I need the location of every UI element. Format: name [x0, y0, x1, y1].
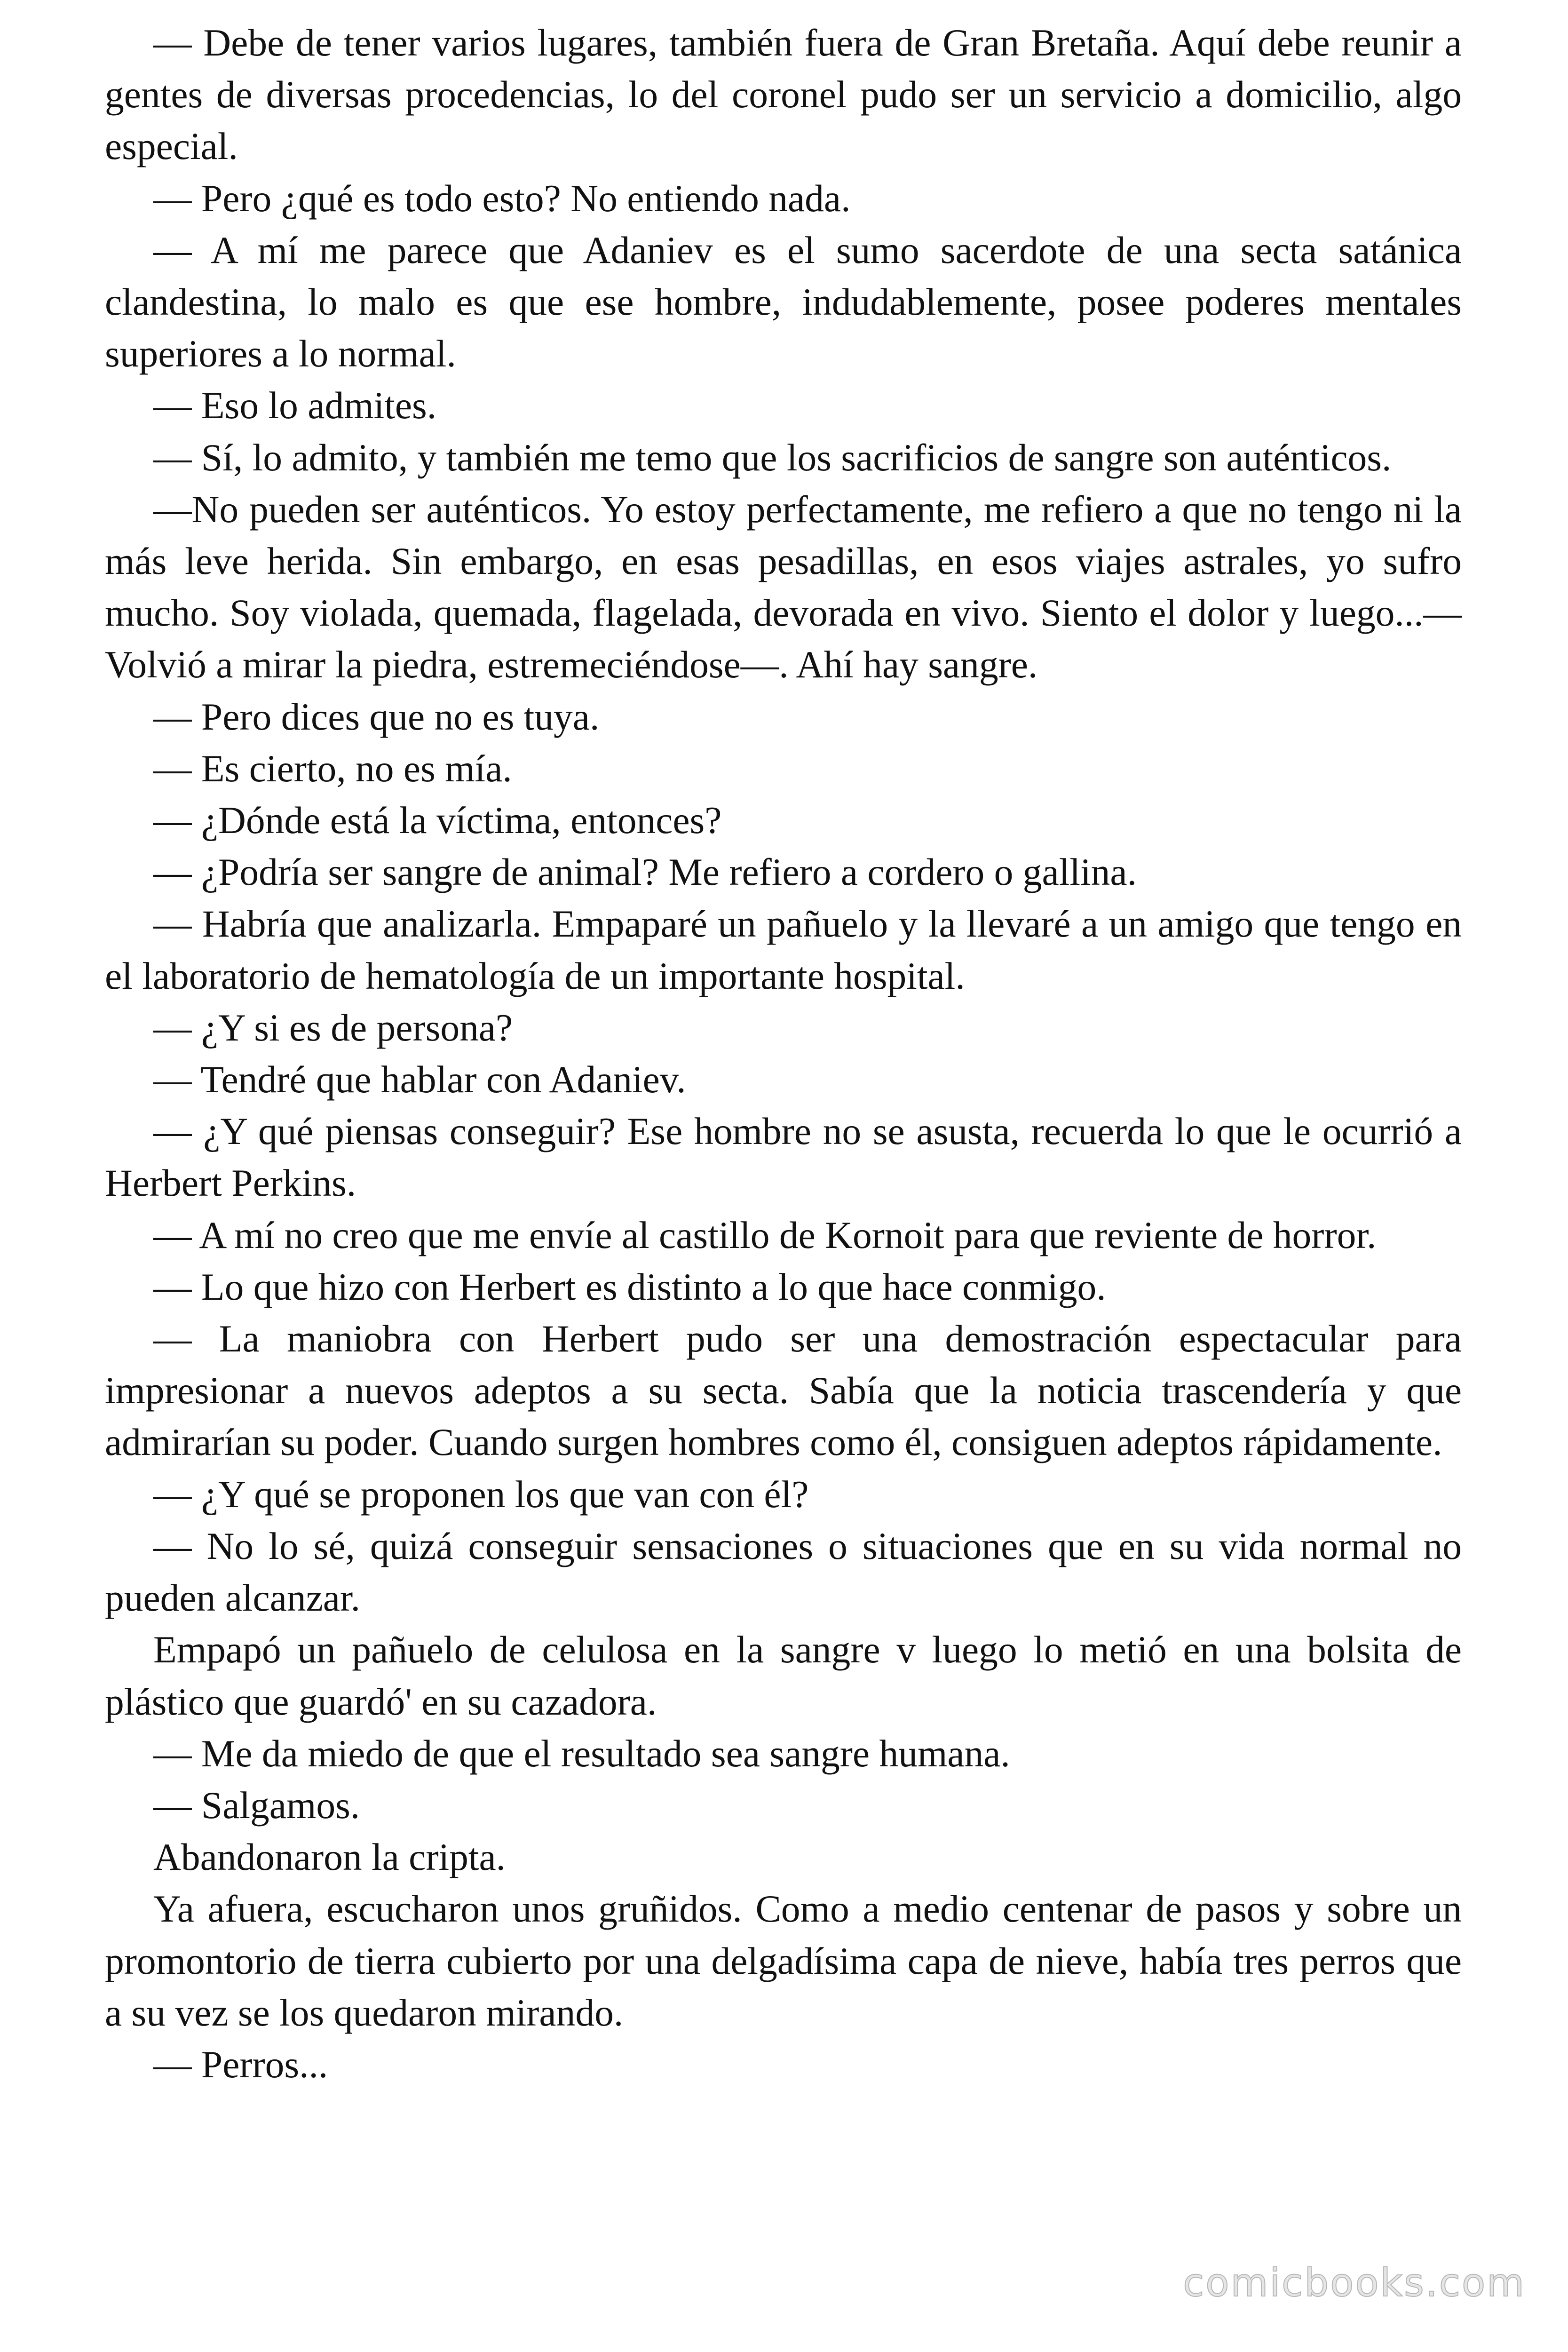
paragraph: — A mí no creo que me envíe al castillo de Kornoit para que reviente de horror. — [153, 1213, 1377, 1256]
paragraph: — ¿Y si es de persona? — [153, 1006, 513, 1049]
paragraph: Ya afuera, escucharon unos gruñidos. Como a medio centenar de pasos y sobre un promontorio de tierra cubierto por una delgadísima capa de nieve, había tres perros que a su vez se los quedaron mirando. — [105, 1887, 1462, 2034]
paragraph: — ¿Y qué piensas conseguir? Ese hombre no se asusta, recuerda lo que le ocurrió a Herbert Perkins. — [105, 1110, 1462, 1205]
watermark: comicbooks.com — [1183, 2261, 1526, 2305]
paragraph: — Es cierto, no es mía. — [153, 747, 512, 790]
paragraph: — ¿Y qué se proponen los que van con él? — [153, 1472, 809, 1516]
paragraph: — Eso lo admites. — [153, 384, 437, 427]
paragraph: — Perros... — [153, 2042, 328, 2086]
paragraph: —No pueden ser auténticos. Yo estoy perfectamente, me refiero a que no tengo ni la más leve herida. Sin embargo, en esas pesadillas, en esos viajes astrales, yo sufro mucho. Soy violada, quemada, flagelada, devorada en vivo. Siento el dolor y luego...—Volvió a mirar la piedra, estremeciéndose—. Ahí hay sangre. — [105, 487, 1462, 686]
paragraph: — No lo sé, quizá conseguir sensaciones o situaciones que en su vida normal no pueden alcanzar. — [105, 1524, 1462, 1620]
paragraph: — Lo que hizo con Herbert es distinto a lo que hace conmigo. — [153, 1265, 1106, 1308]
paragraph: — Sí, lo admito, y también me temo que los sacrificios de sangre son auténticos. — [153, 436, 1392, 479]
paragraph: — Pero ¿qué es todo esto? No entiendo nada. — [153, 176, 851, 220]
paragraph: — Tendré que hablar con Adaniev. — [153, 1058, 686, 1101]
paragraph: — Me da miedo de que el resultado sea sangre humana. — [153, 1732, 1010, 1775]
paragraph: — Salgamos. — [153, 1783, 360, 1827]
paragraph: — Pero dices que no es tuya. — [153, 695, 600, 738]
paragraph: — La maniobra con Herbert pudo ser una demostración espectacular para impresionar a nuevos adeptos a su secta. Sabía que la noticia trascendería y que admirarían su poder. Cuando surgen hombres como él, consiguen adeptos rápidamente. — [105, 1317, 1462, 1464]
paragraph: — Debe de tener varios lugares, también fuera de Gran Bretaña. Aquí debe reunir a gentes de diversas procedencias, lo del coronel pudo ser un servicio a domicilio, algo especial. — [105, 21, 1462, 168]
paragraph: — A mí me parece que Adaniev es el sumo sacerdote de una secta satánica clandestina, lo malo es que ese hombre, indudablemente, posee poderes mentales superiores a lo normal. — [105, 228, 1462, 375]
book-page — [105, 17, 1462, 2090]
paragraph: Abandonaron la cripta. — [153, 1836, 506, 1879]
paragraph: — ¿Dónde está la víctima, entonces? — [153, 799, 722, 842]
paragraph: — Habría que analizarla. Empaparé un pañuelo y la llevaré a un amigo que tengo en el laboratorio de hematología de un importante hospital. — [105, 902, 1462, 997]
paragraph: Empapó un pañuelo de celulosa en la sangre v luego lo metió en una bolsita de plástico que guardó' en su cazadora. — [105, 1628, 1462, 1723]
paragraph: — ¿Podría ser sangre de animal? Me refiero a cordero o gallina. — [153, 850, 1137, 894]
